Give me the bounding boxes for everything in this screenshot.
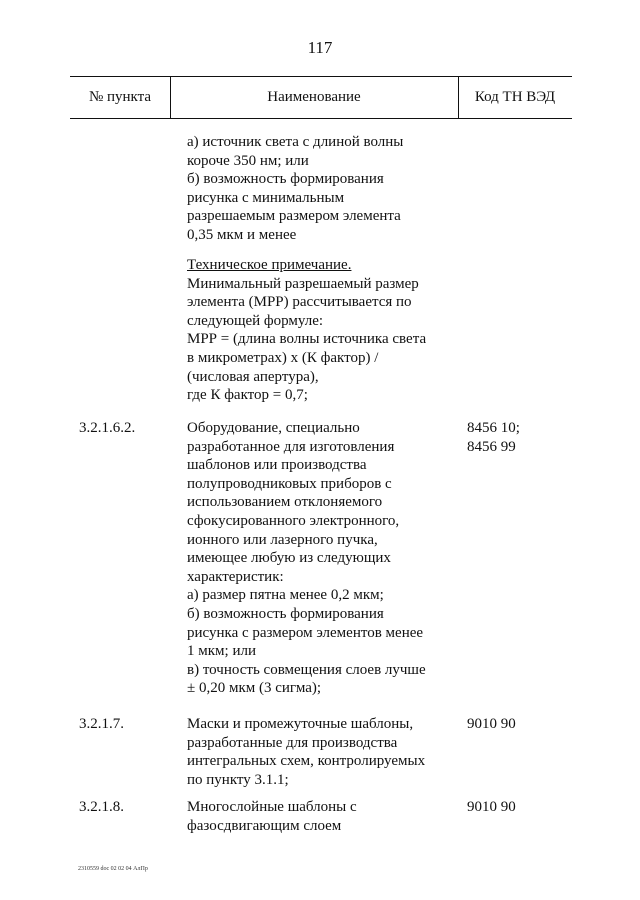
text-line: б) возможность формирования (187, 605, 384, 622)
code-cell (467, 419, 520, 456)
text-line: МРР = (длина волны источника света (187, 331, 427, 348)
technical-note (187, 256, 462, 405)
text-line: в микрометрах) х (К фактор) / (187, 349, 379, 366)
text-line: Маски и промежуточные шаблоны, (187, 716, 414, 732)
page-number: 117 (307, 38, 333, 57)
column-header-code: Код ТН ВЭД (474, 89, 556, 105)
text-line: (числовая апертура), (187, 368, 319, 385)
text-line: шаблонов или производства (187, 457, 367, 474)
text-line: имеющее любую из следующих (187, 550, 391, 567)
code-value: 8456 10; (467, 420, 520, 436)
text-line: полупроводниковых приборов с (187, 475, 392, 492)
item-description (187, 798, 462, 835)
text-line: рисунка с минимальным (187, 189, 345, 206)
text-line: в) точность совмещения слоев лучше (187, 661, 426, 678)
text-line: интегральных схем, контролируемых (187, 753, 426, 770)
text-line: где К фактор = 0,7; (187, 387, 308, 404)
item-description (187, 715, 462, 789)
column-header-item: № пункта (88, 89, 152, 105)
text-line: фазосдвигающим слоем (187, 817, 342, 834)
text-line: элемента (МРР) рассчитывается по (187, 294, 412, 311)
text-line: б) возможность формирования (187, 171, 384, 188)
text-line: а) размер пятна менее 0,2 мкм; (187, 587, 384, 604)
text-line: использованием отклоняемого (187, 494, 383, 511)
text-line: ионного или лазерного пучка, (187, 531, 378, 548)
text-line: а) источник света с длиной волны (187, 134, 404, 150)
item-number: 3.2.1.8. (79, 799, 124, 815)
text-line: Многослойные шаблоны с (187, 799, 357, 815)
text-line: разрешаемым размером элемента (187, 208, 401, 225)
table-header-rule (70, 118, 572, 119)
text-line: 0,35 мкм и менее (187, 226, 297, 243)
code-value: 8456 99 (467, 438, 516, 455)
technical-note-title: Техническое примечание. (187, 257, 352, 273)
text-line: разработанное для изготовления (187, 438, 395, 455)
item-number: 3.2.1.7. (79, 716, 124, 732)
text-line: следующей формуле: (187, 312, 324, 329)
text-line: характеристик: (187, 568, 284, 585)
code-value: 9010 90 (467, 799, 516, 815)
code-value: 9010 90 (467, 716, 516, 732)
text-line: 1 мкм; или (187, 643, 256, 660)
text-line: ± 0,20 мкм (3 сигма); (187, 680, 322, 697)
table-top-rule (70, 76, 572, 77)
item-description (187, 419, 462, 698)
code-cell (467, 798, 516, 817)
item-number: 3.2.1.6.2. (79, 420, 136, 436)
text-line: Оборудование, специально (187, 420, 360, 436)
document-footer: 2310559 doc 02 02 04 АлПр (78, 866, 148, 872)
text-line: Минимальный разрешаемый размер (187, 275, 419, 292)
text-line: разработанные для производства (187, 734, 398, 751)
column-header-name: Наименование (267, 89, 361, 105)
text-line: рисунка с размером элементов менее (187, 624, 424, 641)
text-line: сфокусированного электронного, (187, 512, 400, 529)
continuation-text (187, 133, 462, 245)
text-line: короче 350 нм; или (187, 152, 309, 169)
code-cell (467, 715, 516, 734)
text-line: по пункту 3.1.1; (187, 771, 289, 788)
